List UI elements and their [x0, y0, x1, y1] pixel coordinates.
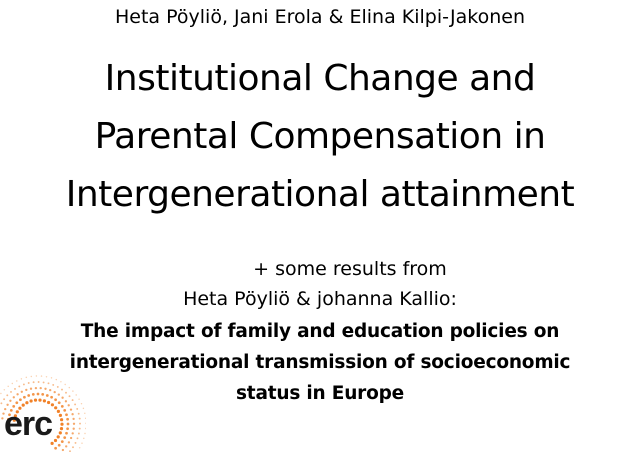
logo-dot — [33, 381, 35, 383]
logo-dot — [72, 432, 74, 434]
logo-dot — [57, 410, 60, 413]
logo-dot — [16, 380, 17, 381]
logo-dot — [15, 401, 18, 404]
logo-dot — [57, 435, 60, 438]
logo-dot — [61, 389, 63, 391]
extra-line-2: Heta Pöyliö & johanna Kallio: — [183, 288, 457, 310]
logo-dot — [27, 394, 30, 397]
logo-dot — [60, 418, 63, 421]
logo-dot — [0, 402, 2, 404]
logo-dot — [83, 438, 84, 439]
logo-dot — [16, 393, 18, 395]
paper-title-line-1: The impact of family and education policies on — [80, 321, 560, 342]
logo-dot — [13, 396, 15, 398]
logo-dot — [84, 413, 85, 414]
logo-text: erc — [4, 405, 53, 443]
additional-results — [0, 254, 640, 314]
logo-dot — [65, 432, 68, 435]
logo-dot — [31, 376, 32, 377]
erc-logo — [0, 372, 86, 452]
logo-dot — [18, 385, 20, 387]
logo-dot — [65, 413, 68, 416]
logo-dot — [76, 408, 78, 410]
logo-dot — [25, 389, 27, 391]
logo-dot — [69, 395, 71, 397]
logo-dot — [59, 414, 62, 417]
logo-dot — [79, 428, 81, 430]
logo-dot — [68, 441, 70, 443]
logo-dot — [30, 399, 33, 402]
logo-dot — [36, 375, 37, 376]
logo-dot — [78, 413, 80, 415]
logo-dot — [35, 387, 37, 389]
logo-dot — [75, 394, 76, 395]
logo-dot — [26, 377, 27, 378]
authors: Heta Pöyliö, Jani Erola & Elina Kilpi-Jakonen — [115, 6, 525, 28]
logo-dot — [70, 408, 72, 410]
logo-dot — [54, 439, 57, 442]
logo-dot — [32, 393, 35, 396]
extra-line-1: + some results from — [253, 258, 447, 280]
logo-dot — [9, 400, 11, 402]
logo-dot — [50, 396, 53, 399]
logo-dot — [72, 399, 74, 401]
logo-dot — [63, 409, 66, 412]
logo-dot — [68, 404, 70, 406]
logo-dot — [30, 388, 32, 390]
logo-dot — [3, 398, 5, 400]
logo-dot — [54, 406, 57, 409]
logo-dot — [58, 401, 61, 404]
logo-dot — [60, 423, 63, 426]
logo-dot — [23, 396, 26, 399]
logo-dot — [78, 433, 80, 435]
logo-dot — [59, 431, 62, 434]
logo-dot — [61, 440, 64, 443]
logo-dot — [41, 375, 42, 376]
logo-dot — [44, 388, 46, 390]
logo-dot — [79, 418, 81, 420]
logo-dot — [4, 389, 5, 390]
paper-title-line-2: intergenerational transmission of socioeconomic — [69, 352, 571, 373]
logo-dot — [57, 386, 59, 388]
logo-dot — [66, 427, 69, 430]
logo-dot — [78, 398, 79, 399]
logo-dot — [19, 398, 22, 401]
logo-dot — [23, 383, 25, 385]
logo-dot — [47, 401, 50, 404]
logo-dot — [41, 393, 44, 396]
logo-dot — [58, 444, 61, 447]
logo-dot — [46, 394, 49, 397]
logo-dot — [85, 428, 86, 429]
logo-dot — [46, 376, 47, 377]
logo-dot — [43, 399, 46, 402]
logo-dot — [28, 382, 30, 384]
logo-dot — [21, 391, 23, 393]
logo-dot — [38, 399, 41, 402]
logo-dot — [69, 387, 70, 388]
logo-dot — [73, 423, 75, 425]
logo-dot — [71, 413, 73, 415]
logo-dot — [54, 447, 57, 450]
logo-dot — [43, 381, 45, 383]
slide-title — [0, 50, 640, 224]
logo-dot — [63, 436, 66, 439]
title-line-1: Institutional Change and — [104, 58, 536, 99]
logo-dot — [21, 378, 22, 379]
logo-dot — [77, 437, 79, 439]
logo-dot — [7, 386, 8, 387]
logo-dot — [0, 393, 1, 394]
logo-dot — [54, 391, 56, 393]
logo-dot — [37, 393, 40, 396]
paper-title — [0, 316, 640, 409]
logo-dot — [48, 382, 50, 384]
logo-dot — [51, 377, 52, 378]
logo-dot — [65, 400, 67, 402]
logo-dot — [83, 408, 84, 409]
logo-dot — [54, 398, 57, 401]
paper-title-line-3: status in Europe — [236, 383, 404, 404]
logo-dot — [72, 446, 74, 448]
logo-dot — [58, 393, 60, 395]
logo-dot — [61, 397, 63, 399]
logo-dot — [73, 428, 75, 430]
logo-dot — [67, 423, 70, 426]
logo-dot — [79, 447, 80, 448]
logo-dot — [81, 442, 82, 443]
logo-dot — [64, 384, 65, 385]
logo-dot — [81, 403, 82, 404]
logo-dot — [65, 392, 67, 394]
logo-dot — [74, 403, 76, 405]
logo-dot — [79, 423, 81, 425]
title-line-2: Parental Compensation in — [94, 116, 546, 157]
title-line-3: Intergenerational attainment — [65, 174, 575, 215]
logo-dot — [61, 405, 64, 408]
logo-dot — [25, 401, 28, 404]
logo-dot — [60, 381, 61, 382]
logo-dot — [84, 433, 85, 434]
logo-dot — [6, 394, 8, 396]
logo-dot — [49, 389, 51, 391]
logo-dot — [60, 427, 63, 430]
logo-dot — [72, 390, 73, 391]
logo-dot — [72, 418, 74, 420]
logo-dot — [52, 384, 54, 386]
logo-dot — [70, 437, 72, 439]
logo-dot — [14, 388, 16, 390]
logo-dot — [40, 387, 42, 389]
logo-dot — [66, 418, 69, 421]
logo-dot — [75, 442, 77, 444]
logo-dot — [65, 445, 67, 447]
logo-dot — [12, 383, 13, 384]
logo-dot — [34, 399, 37, 402]
logo-dot — [85, 423, 86, 424]
logo-dot — [56, 379, 57, 380]
logo-dot — [62, 449, 64, 451]
logo-dot — [85, 418, 86, 419]
logo-dot — [38, 381, 40, 383]
logo-dot — [10, 391, 12, 393]
